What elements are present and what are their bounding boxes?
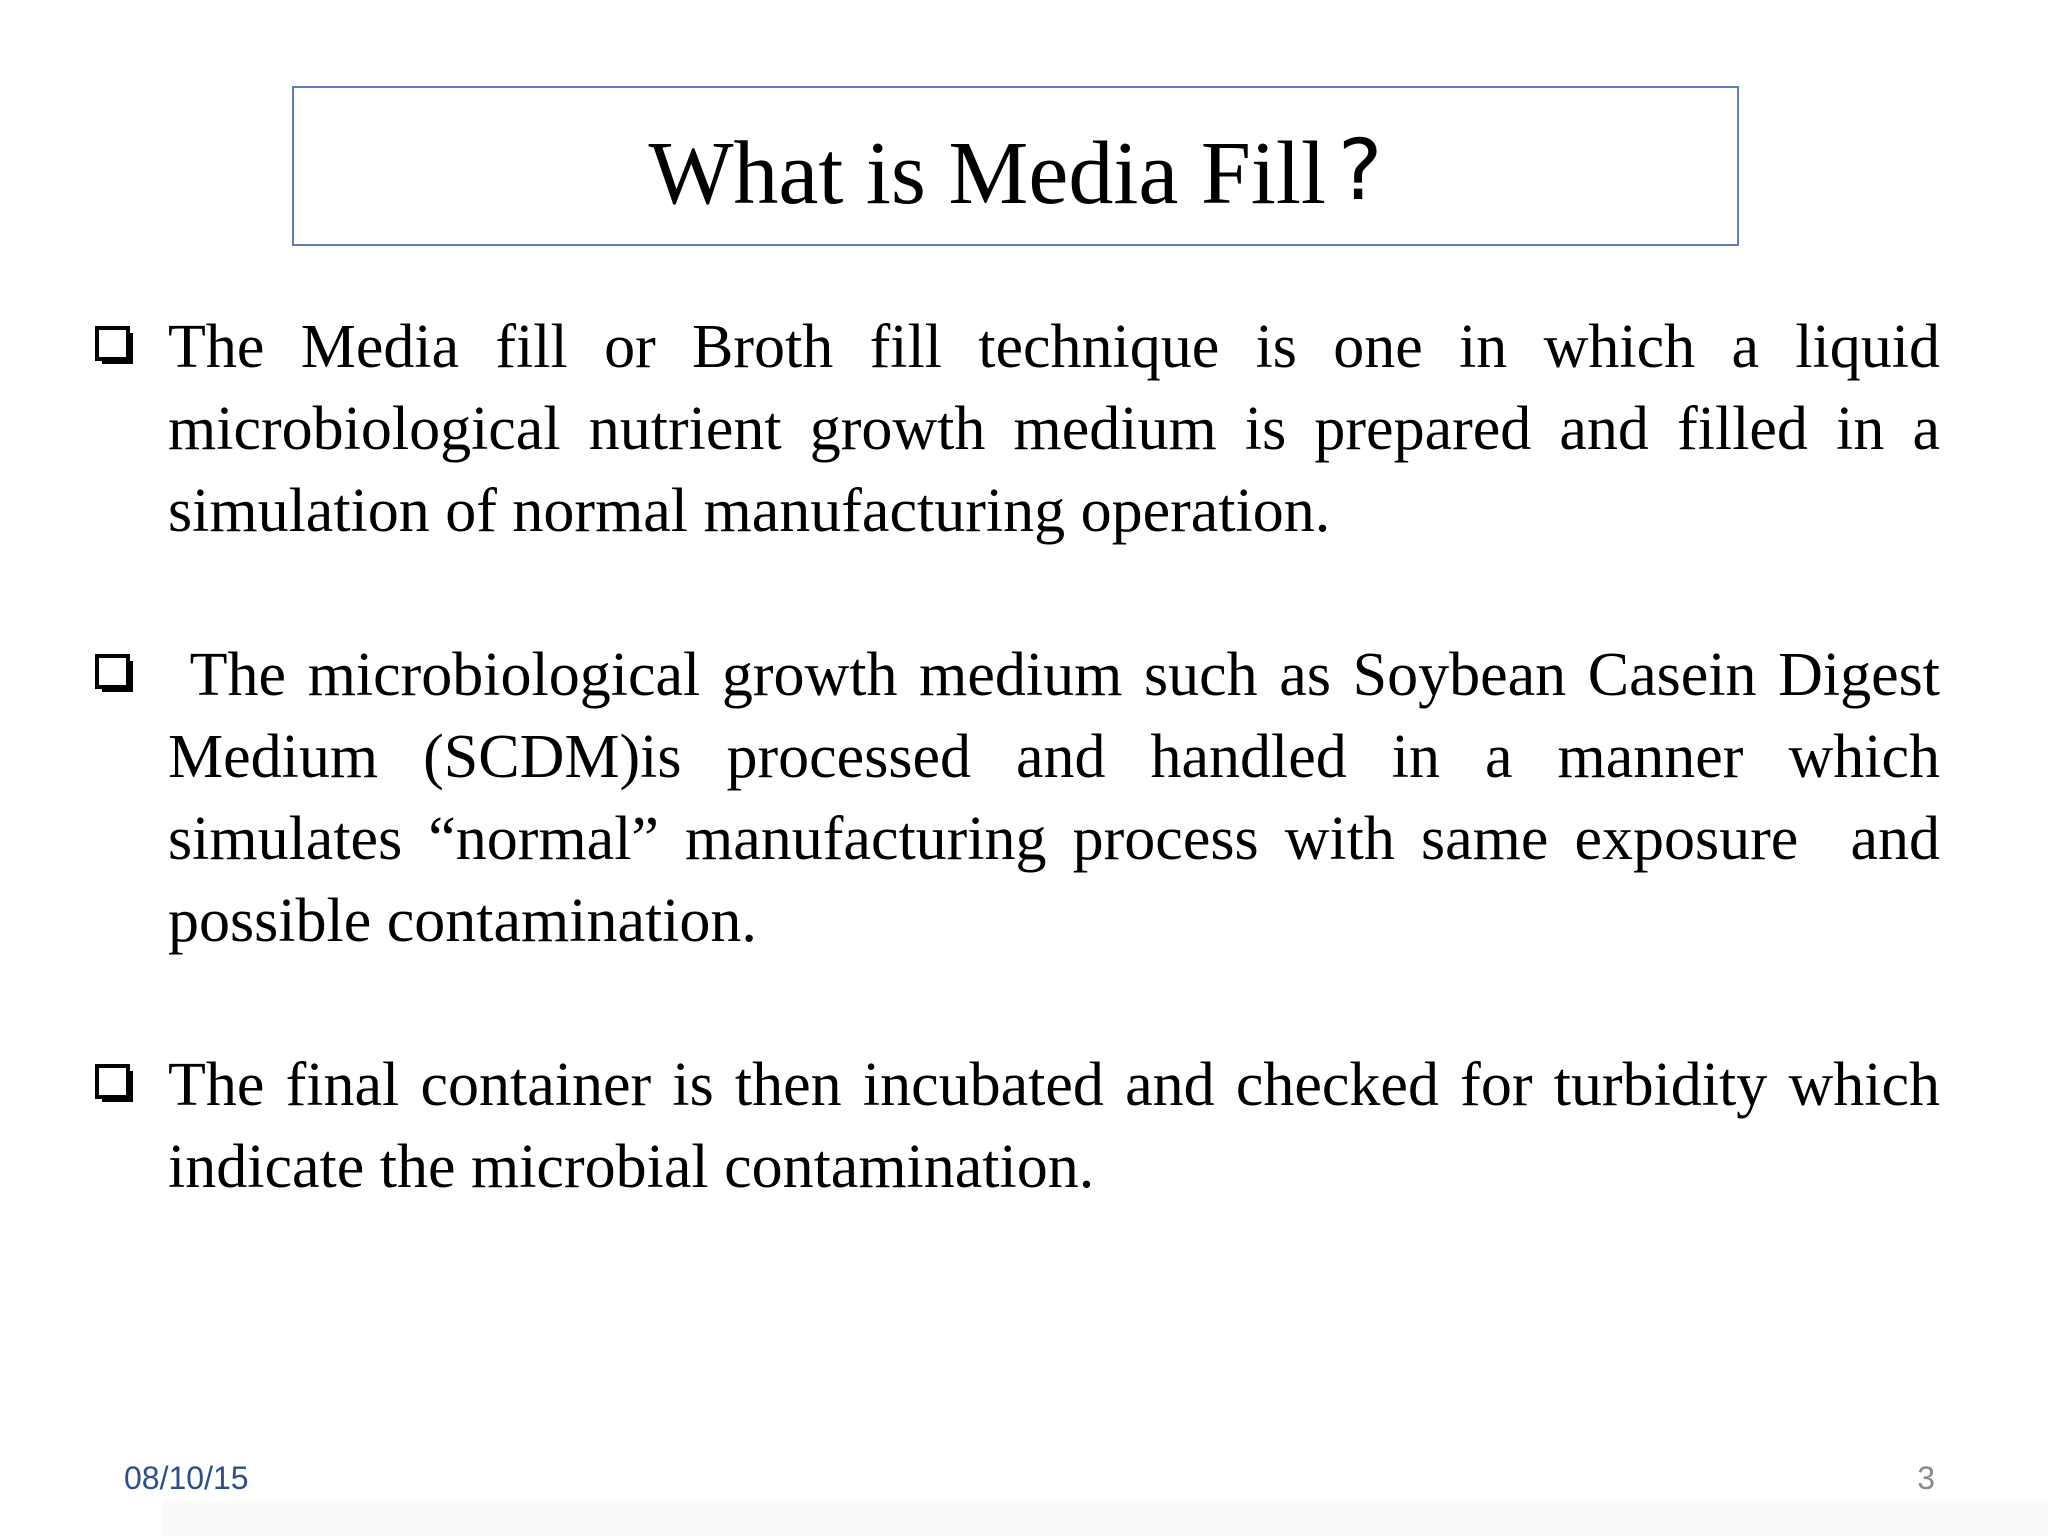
bullet-list (95, 306, 1956, 1290)
checkbox-icon (95, 1064, 133, 1102)
title-question-mark: ? (1337, 120, 1383, 219)
bullet-text: The final container is then incubated and checked for turbidity which indicate the microbial contamination. (168, 1051, 1940, 1201)
list-item (95, 1044, 1940, 1208)
bullet-text: The Media fill or Broth fill technique is one in which a liquid microbiological nutrient growth medium is prepared and filled in a simulation of normal manufacturing operation. (168, 313, 1940, 545)
footer-date: 08/10/15 (124, 1460, 249, 1496)
title-box (292, 86, 1739, 246)
title-label: What is Media Fill (648, 123, 1326, 223)
checkbox-icon (95, 654, 133, 692)
list-item (95, 634, 1956, 962)
page-number: 3 (1917, 1460, 1935, 1496)
list-item (95, 306, 1940, 552)
footer-band (163, 1500, 2048, 1536)
bullet-text: The microbiological growth medium such as Soybean Casein Digest Medium (SCDM)is processed and handled in a manner which simulates “normal” manufacturing process with same exposure and possible contamination. (168, 641, 1956, 955)
page-title (648, 120, 1383, 223)
checkbox-icon (95, 326, 133, 364)
